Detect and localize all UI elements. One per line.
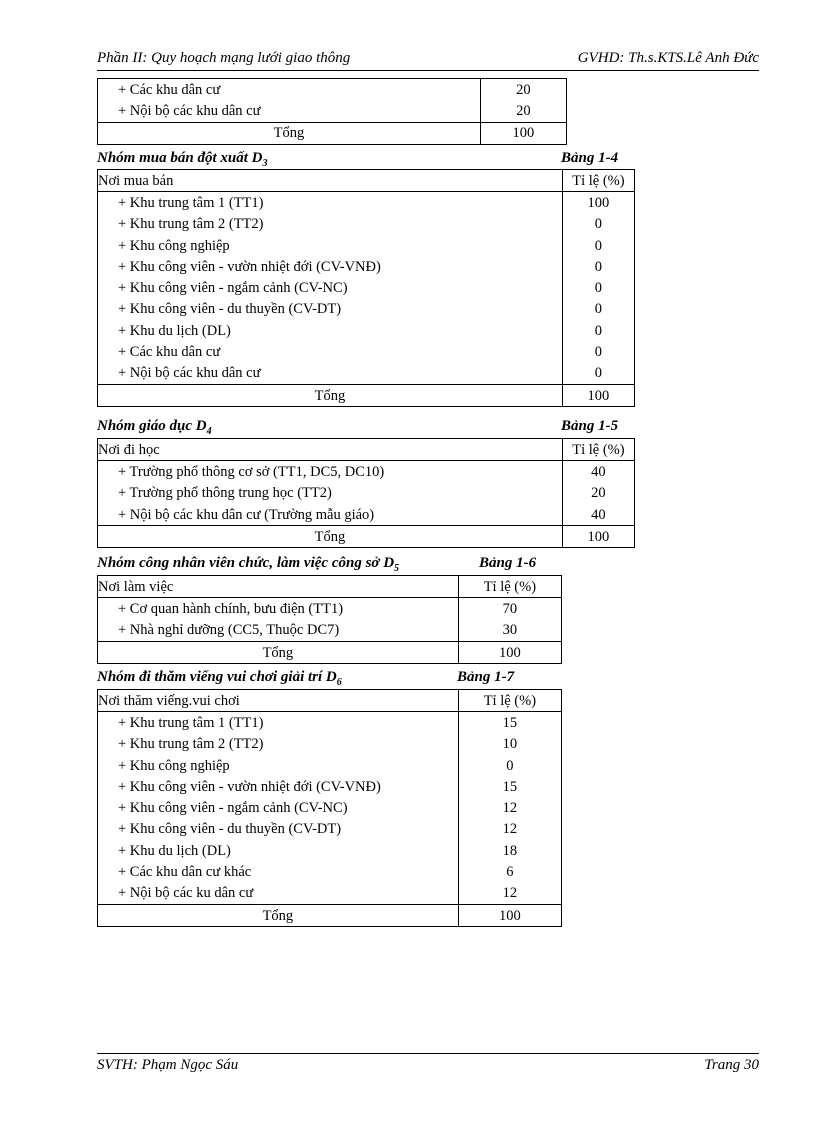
cell-label: + Khu trung tâm 2 (TT2) xyxy=(98,734,459,755)
cell-label: + Nội bộ các ku dân cư xyxy=(98,883,459,905)
cell-label: + Các khu dân cư xyxy=(98,341,563,362)
cell-label: + Khu du lịch (DL) xyxy=(98,840,459,861)
cell-label: Nơi thăm viếng.vui chơi xyxy=(98,690,459,712)
cell-label: + Khu công viên - ngắm cảnh (CV-NC) xyxy=(98,277,563,298)
cell-value: 0 xyxy=(594,301,603,318)
table-row xyxy=(98,861,562,882)
cell-label: + Nội bộ các khu dân cư xyxy=(98,100,481,122)
table-row xyxy=(98,755,562,776)
table-tag: Bảng 1-5 xyxy=(561,418,619,434)
cell-label: + Khu công viên - du thuyền (CV-DT) xyxy=(98,299,563,320)
cell-label: + Các khu dân cư xyxy=(98,79,481,101)
table-row xyxy=(98,483,635,504)
table-title: Nhóm công nhân viên chức, làm việc công sở $D_5$ xyxy=(97,555,400,574)
cell-label: + Khu trung tâm 1 (TT1) xyxy=(98,712,459,734)
cell-value: 40 xyxy=(591,463,606,480)
cell-value: 100 xyxy=(458,641,561,663)
cell-label: + Khu công viên - vườn nhiệt đới (CV-VNĐ) xyxy=(98,776,459,797)
header-rule xyxy=(97,70,759,71)
cell-label: + Trường phổ thông cơ sở (TT1, DC5, DC10) xyxy=(98,461,563,483)
cell-label: Tổng xyxy=(98,384,563,406)
table-tag: Bảng 1-6 xyxy=(479,555,537,571)
table-1-6 xyxy=(97,575,562,664)
cell-value: Tỉ lệ (%) xyxy=(458,690,561,712)
cell-label: + Khu công viên - ngắm cảnh (CV-NC) xyxy=(98,797,459,818)
table-row xyxy=(98,598,562,620)
table-row xyxy=(98,100,567,122)
cell-label: + Khu trung tâm 2 (TT2) xyxy=(98,214,563,235)
footer-left: SVTH: Phạm Ngọc Sáu xyxy=(97,1057,239,1073)
cell-label: Tổng xyxy=(98,904,459,926)
cell-label: Tổng xyxy=(98,122,481,144)
cell-label: + Khu trung tâm 1 (TT1) xyxy=(98,192,563,214)
cell-value: Tỉ lệ (%) xyxy=(458,576,561,598)
table-total-row xyxy=(98,641,562,663)
cell-label: + Khu công viên - du thuyền (CV-DT) xyxy=(98,819,459,840)
table-total-row xyxy=(98,384,635,406)
table-row xyxy=(98,299,635,320)
table-total-row xyxy=(98,904,562,926)
cell-label: + Các khu dân cư khác xyxy=(98,861,459,882)
table-row xyxy=(98,192,635,214)
cell-value: 30 xyxy=(502,622,518,639)
footer-right: Trang 30 xyxy=(704,1057,759,1073)
header-left: Phần II: Quy hoạch mạng lưới giao thông xyxy=(97,50,351,66)
table-row xyxy=(98,277,635,298)
cell-label: + Khu công nghiệp xyxy=(98,235,563,256)
cell-value: 0 xyxy=(594,280,603,297)
table-title: Nhóm mua bán đột xuất $D_3$ xyxy=(97,150,268,169)
cell-value: 18 xyxy=(502,842,518,859)
cell-value: 40 xyxy=(591,506,606,523)
cell-label: + Khu công viên - vườn nhiệt đới (CV-VNĐ) xyxy=(98,256,563,277)
cell-label: Tổng xyxy=(98,641,459,663)
table-row xyxy=(98,79,567,101)
cell-label: + Khu công nghiệp xyxy=(98,755,459,776)
table-header-row xyxy=(98,690,562,712)
cell-value: 100 xyxy=(480,122,566,144)
cell-value: 0 xyxy=(594,344,603,361)
cell-value: 100 xyxy=(458,904,561,926)
cell-label: + Nội bộ các khu dân cư xyxy=(98,363,563,385)
table-tag: Bảng 1-4 xyxy=(561,150,619,166)
cell-value: 0 xyxy=(594,216,603,233)
table-1-5 xyxy=(97,438,635,548)
table-row xyxy=(98,712,562,734)
table-row xyxy=(98,363,635,385)
cell-value: 0 xyxy=(594,237,603,254)
cell-value: 15 xyxy=(502,714,518,731)
table-row xyxy=(98,840,562,861)
header-right: GVHD: Th.s.KTS.Lê Anh Đức xyxy=(577,50,759,66)
table-header-row xyxy=(98,170,635,192)
cell-value: Tỉ lệ (%) xyxy=(562,170,634,192)
cell-value: 20 xyxy=(591,485,606,502)
cell-label: Nơi làm việc xyxy=(98,576,459,598)
cell-label: + Nhà nghỉ dưỡng (CC5, Thuộc DC7) xyxy=(98,620,459,642)
table-title: Nhóm đi thăm viếng vui chơi giải trí $D_6$ xyxy=(97,669,342,688)
cell-value: 12 xyxy=(502,885,518,902)
cell-value: 10 xyxy=(502,736,518,753)
cell-label: Tổng xyxy=(98,526,563,548)
cell-value: Tỉ lệ (%) xyxy=(562,439,634,461)
cell-value: 100 xyxy=(562,384,634,406)
table-row xyxy=(98,797,562,818)
table-row xyxy=(98,341,635,362)
table-row xyxy=(98,734,562,755)
cell-value: 12 xyxy=(502,800,518,817)
cell-value: 100 xyxy=(587,194,610,211)
cell-value: 12 xyxy=(502,821,518,838)
cell-label: + Khu du lịch (DL) xyxy=(98,320,563,341)
table-row xyxy=(98,235,635,256)
table-title: Nhóm giáo dục $D_4$ xyxy=(97,418,212,437)
page-header xyxy=(97,50,759,69)
cell-value: 6 xyxy=(506,864,514,881)
table-1-7 xyxy=(97,689,562,927)
table-header-row xyxy=(98,439,635,461)
table-total-row xyxy=(98,122,567,144)
footer-rule xyxy=(97,1053,759,1054)
table-row xyxy=(98,214,635,235)
table-header-row xyxy=(98,576,562,598)
cell-label: Nơi đi học xyxy=(98,439,563,461)
cell-value: 70 xyxy=(502,600,518,617)
table-row xyxy=(98,776,562,797)
cell-label: + Nội bộ các khu dân cư (Trường mẫu giáo) xyxy=(98,504,563,526)
table-row xyxy=(98,256,635,277)
cell-value: 100 xyxy=(562,526,634,548)
cell-label: Nơi mua bán xyxy=(98,170,563,192)
cell-value: 20 xyxy=(516,81,531,98)
table-tag: Bảng 1-7 xyxy=(457,669,515,685)
table-row xyxy=(98,620,562,642)
table-row xyxy=(98,320,635,341)
cell-value: 0 xyxy=(594,258,603,275)
table-row xyxy=(98,504,635,526)
cell-value: 20 xyxy=(516,102,531,119)
table-row xyxy=(98,819,562,840)
table-row xyxy=(98,461,635,483)
table-total-row xyxy=(98,526,635,548)
table-continued xyxy=(97,78,567,145)
cell-value: 0 xyxy=(506,757,514,774)
cell-label: + Cơ quan hành chính, bưu điện (TT1) xyxy=(98,598,459,620)
cell-value: 0 xyxy=(594,365,603,382)
table-row xyxy=(98,883,562,905)
cell-value: 0 xyxy=(594,322,603,339)
cell-value: 15 xyxy=(502,778,518,795)
table-1-4 xyxy=(97,169,635,407)
cell-label: + Trường phổ thông trung học (TT2) xyxy=(98,483,563,504)
